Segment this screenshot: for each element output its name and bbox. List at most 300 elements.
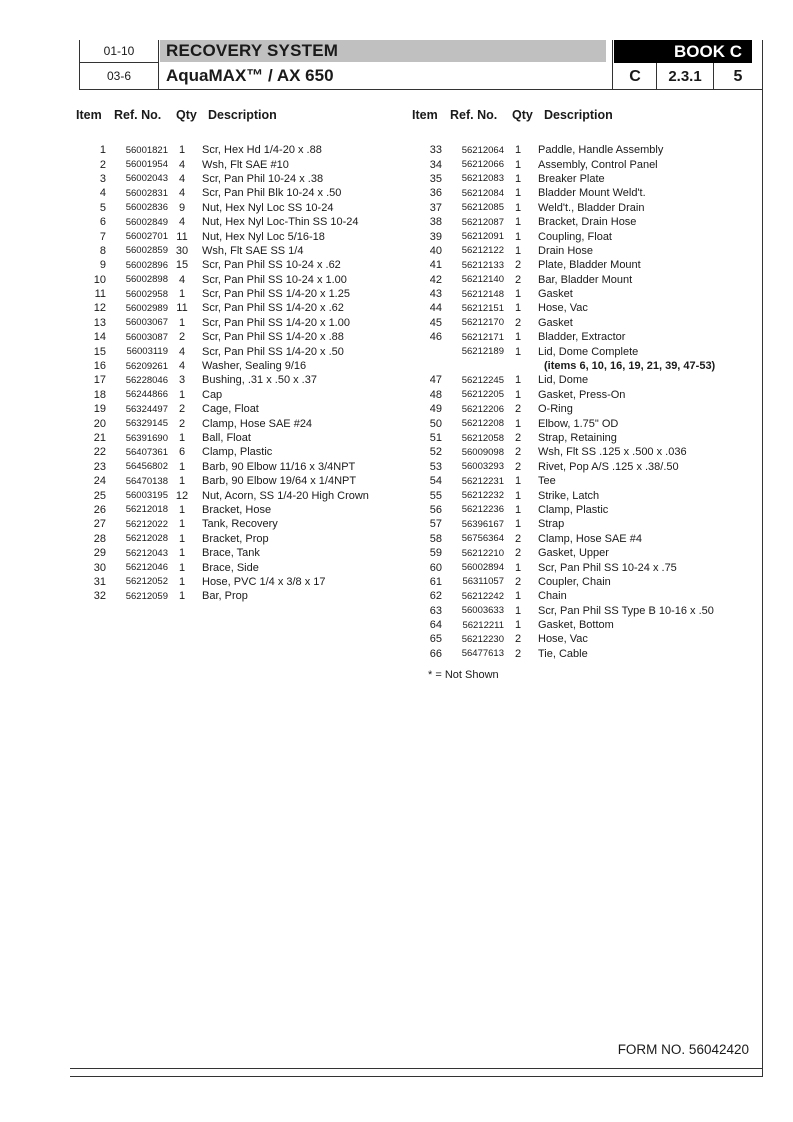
table-row: [412, 215, 715, 229]
table-header: [76, 106, 369, 124]
item-number: 25: [93, 489, 106, 502]
ref-number: 56407361: [125, 446, 168, 458]
ref-number: 56212022: [125, 518, 168, 530]
quantity: 1: [514, 590, 522, 603]
description: Tie, Cable: [538, 647, 588, 660]
description: Bracket, Prop: [202, 532, 269, 545]
table-row: [76, 287, 369, 301]
quantity: 11: [176, 230, 188, 243]
description: Bar, Prop: [202, 590, 248, 603]
description: Gasket, Bottom: [538, 619, 614, 632]
description: Elbow, 1.75" OD: [538, 417, 619, 430]
item-number: 22: [93, 446, 106, 459]
table-row: [76, 416, 369, 430]
ref-number: 56212236: [461, 504, 504, 516]
parts-table-left: [76, 106, 369, 604]
description: Nut, Hex Nyl Loc 5/16-18: [202, 230, 325, 243]
item-number: 3: [99, 172, 106, 185]
item-number: 2: [99, 158, 106, 171]
table-row: [412, 273, 715, 287]
item-number: 11: [94, 288, 106, 301]
page-number: 5: [733, 67, 743, 85]
table-row: [76, 460, 369, 474]
description: Cap: [202, 388, 223, 401]
description: Lid, Dome Complete: [538, 345, 639, 358]
table-row: [412, 229, 715, 243]
quantity: 2: [514, 633, 522, 646]
description: Strap: [538, 518, 565, 531]
column-header-description: Description: [208, 108, 277, 122]
item-number: 52: [429, 446, 442, 459]
item-number: 42: [429, 273, 442, 286]
description: Strike, Latch: [538, 489, 600, 502]
table-row: [76, 431, 369, 445]
table-row: [412, 157, 715, 171]
ref-number: 56212148: [461, 288, 504, 300]
description: Clamp, Hose SAE #4: [538, 532, 642, 545]
quantity: 1: [514, 244, 522, 257]
description: Gasket, Upper: [538, 547, 609, 560]
description: Paddle, Handle Assembly: [538, 144, 664, 157]
item-number: 24: [93, 475, 106, 488]
ref-number: 56212242: [461, 590, 504, 602]
item-number: 44: [429, 302, 442, 315]
table-row: [412, 546, 715, 560]
form-number: FORM NO. 56042420: [617, 1042, 749, 1057]
ref-number: 56212028: [125, 533, 168, 545]
ref-number: 56391690: [125, 432, 168, 444]
section-number: 2.3.1: [668, 68, 702, 85]
item-number: 58: [429, 532, 442, 545]
item-number: 15: [93, 345, 106, 358]
ref-number: 56002859: [125, 245, 168, 257]
description: Hose, Vac: [538, 633, 588, 646]
ref-number: 56212205: [461, 389, 504, 401]
ref-number: 56003087: [125, 331, 168, 343]
description: Wsh, Flt SAE #10: [202, 158, 289, 171]
quantity: 1: [514, 172, 522, 185]
quantity: 11: [176, 302, 188, 315]
description: Coupling, Float: [538, 230, 612, 243]
description: Assembly, Control Panel: [538, 158, 658, 171]
quantity: 12: [175, 489, 189, 502]
quantity: 2: [178, 331, 186, 344]
description: Barb, 90 Elbow 19/64 x 1/4NPT: [202, 475, 357, 488]
table-row: [412, 503, 715, 517]
item-number: 7: [99, 230, 106, 243]
quantity: 1: [514, 604, 522, 617]
table-row: [76, 402, 369, 416]
table-row: [76, 532, 369, 546]
ref-number: 56212122: [461, 245, 504, 257]
table-row: [412, 632, 715, 646]
ref-number: 56212052: [125, 576, 168, 588]
quantity: 1: [514, 302, 522, 315]
ref-number: 56212091: [461, 231, 504, 243]
table-row: [412, 560, 715, 574]
quantity: 1: [178, 316, 186, 329]
quantity: 4: [178, 345, 186, 358]
item-number: 12: [93, 302, 106, 315]
description: Coupler, Chain: [538, 575, 611, 588]
item-number: 39: [429, 230, 442, 243]
item-number: 38: [429, 216, 442, 229]
table-row: [76, 445, 369, 459]
quantity: 4: [178, 216, 186, 229]
table-row: [76, 186, 369, 200]
description: O-Ring: [538, 403, 573, 416]
quantity: 2: [514, 403, 522, 416]
page-code: 03-6: [106, 69, 132, 83]
header-divider: [158, 40, 159, 90]
description: Drain Hose: [538, 244, 594, 257]
item-number: 55: [429, 489, 442, 502]
ref-number: 56002989: [125, 302, 168, 314]
item-number: 17: [93, 374, 106, 387]
ref-number: 56477613: [461, 648, 504, 660]
item-number: 34: [429, 158, 442, 171]
ref-number: 56002043: [125, 173, 168, 185]
quantity: 4: [178, 158, 186, 171]
quantity: 1: [514, 230, 522, 243]
table-row: [412, 474, 715, 488]
table-row: [412, 344, 715, 358]
table-row: [76, 503, 369, 517]
table-row: [412, 589, 715, 603]
quantity: 1: [178, 561, 186, 574]
ref-number: 56212083: [461, 173, 504, 185]
description: Bushing, .31 x .50 x .37: [202, 374, 317, 387]
quantity: 1: [178, 518, 186, 531]
item-number: 14: [93, 331, 106, 344]
table-row: [412, 532, 715, 546]
table-row: [76, 316, 369, 330]
table-row: [76, 589, 369, 603]
ref-number: 56756364: [461, 533, 504, 545]
ref-number: 56002896: [125, 259, 168, 271]
quantity: 1: [178, 503, 186, 516]
table-row: [76, 215, 369, 229]
quantity: 1: [514, 417, 522, 430]
ref-number: 56212208: [461, 418, 504, 430]
ref-number: 56212084: [461, 187, 504, 199]
table-row: [76, 258, 369, 272]
description: Barb, 90 Elbow 11/16 x 3/4NPT: [202, 460, 356, 473]
table-row: [76, 201, 369, 215]
description: Chain: [538, 590, 567, 603]
description: Scr, Pan Phil SS 10-24 x .75: [538, 561, 677, 574]
quantity: 1: [514, 187, 522, 200]
parts-table-right: [412, 106, 715, 661]
item-number: 1: [99, 144, 106, 157]
ref-number: 56212066: [461, 159, 504, 171]
quantity: 9: [178, 201, 186, 214]
quantity: 1: [178, 532, 186, 545]
footer-rule: [70, 1076, 763, 1077]
description: Clamp, Hose SAE #24: [202, 417, 313, 430]
table-row: [76, 546, 369, 560]
table-row: [412, 647, 715, 661]
table-row: [412, 172, 715, 186]
table-row: [412, 488, 715, 502]
date-code: 01-10: [103, 44, 135, 58]
description: Scr, Pan Phil SS 1/4-20 x 1.00: [202, 316, 350, 329]
ref-number: 56212043: [125, 547, 168, 559]
description: Nut, Hex Nyl Loc-Thin SS 10-24: [202, 216, 359, 229]
description: Hose, Vac: [538, 302, 588, 315]
table-row: [76, 143, 369, 157]
column-header-item: Item: [76, 108, 102, 122]
quantity: 4: [178, 172, 186, 185]
item-number: 60: [429, 561, 442, 574]
ref-number: 56212140: [461, 274, 504, 286]
description: Ball, Float: [202, 432, 251, 444]
quantity: 1: [514, 503, 522, 516]
ref-number: 56003119: [126, 346, 168, 358]
description: Bladder Mount Weld't.: [538, 187, 646, 200]
page-frame-right: [762, 40, 763, 1076]
description: Nut, Hex Nyl Loc SS 10-24: [202, 201, 334, 214]
ref-number: 56212058: [461, 432, 504, 444]
quantity: 1: [514, 158, 522, 171]
quantity: 4: [178, 360, 186, 373]
ref-number: 56212133: [461, 259, 504, 271]
item-number: 66: [429, 647, 442, 660]
table-row: [412, 517, 715, 531]
ref-number: 56212151: [461, 302, 504, 314]
item-number: 48: [429, 388, 442, 401]
ref-number: 56002701: [125, 231, 168, 243]
description: Bladder, Extractor: [538, 331, 626, 344]
column-header-qty: Qty: [512, 108, 533, 122]
quantity: 4: [178, 273, 186, 286]
item-number: 40: [429, 244, 442, 257]
item-number: 26: [93, 503, 106, 516]
quantity: 1: [514, 619, 522, 632]
quantity: 1: [178, 388, 186, 401]
item-number: 19: [93, 403, 106, 416]
table-row: [76, 157, 369, 171]
ref-number: 56003067: [125, 317, 168, 329]
description: Scr, Pan Phil SS 10-24 x 1.00: [202, 273, 347, 286]
table-row: [76, 172, 369, 186]
item-number: 41: [429, 259, 442, 272]
item-number: 64: [429, 619, 442, 632]
ref-number: 56001954: [125, 159, 168, 171]
table-row: [412, 301, 715, 315]
ref-number: 56228046: [125, 374, 168, 386]
ref-number: 56212189: [461, 346, 504, 358]
table-row: [412, 258, 715, 272]
ref-number: 56212170: [461, 317, 504, 329]
item-number: 21: [93, 432, 106, 444]
description: Tee: [538, 475, 556, 488]
description: Breaker Plate: [538, 172, 605, 185]
ref-number: 56212206: [461, 403, 504, 415]
item-number: 53: [429, 460, 442, 473]
item-number: 16: [93, 360, 106, 373]
item-number: 62: [429, 590, 442, 603]
item-number: 47: [429, 374, 442, 387]
quantity: 2: [514, 532, 522, 545]
quantity: 1: [178, 460, 186, 473]
ref-number: 56212211: [462, 619, 504, 631]
description: Scr, Pan Phil SS 1/4-20 x .50: [202, 345, 344, 358]
table-row: [76, 344, 369, 358]
ref-number: 56212210: [461, 547, 504, 559]
ref-number: 56212064: [461, 144, 504, 156]
quantity: 2: [514, 446, 522, 459]
ref-number: 56209261: [125, 360, 168, 372]
column-header-ref: Ref. No.: [450, 108, 498, 122]
description: Rivet, Pop A/S .125 x .38/.50: [538, 460, 679, 473]
quantity: 4: [178, 187, 186, 200]
description: Tank, Recovery: [202, 518, 278, 531]
quantity: 2: [514, 273, 522, 286]
description: Bracket, Drain Hose: [538, 216, 637, 229]
ref-number: 56002836: [125, 202, 168, 214]
ref-number: 56212087: [461, 216, 504, 228]
header-bottom-rule: [79, 89, 763, 90]
header-divider: [612, 40, 613, 90]
item-number: 51: [429, 432, 442, 444]
table-row: [76, 273, 369, 287]
description: Brace, Tank: [202, 547, 260, 560]
quantity: 2: [514, 316, 522, 329]
ref-number: 56212232: [461, 490, 504, 502]
table-row: [412, 388, 715, 402]
quantity: 1: [514, 518, 522, 531]
description: Lid, Dome: [538, 374, 589, 387]
quantity: 2: [514, 547, 522, 560]
description: Scr, Pan Phil 10-24 x .38: [202, 172, 324, 185]
item-number: 9: [99, 259, 106, 272]
quantity: 1: [514, 216, 522, 229]
quantity: 1: [514, 331, 522, 344]
parts-list: [76, 143, 369, 604]
table-row: [412, 143, 715, 157]
item-number: 20: [93, 417, 106, 430]
ref-number: 56212231: [461, 475, 504, 487]
column-header-ref: Ref. No.: [114, 108, 162, 122]
item-number: 50: [429, 417, 442, 430]
quantity: 1: [514, 561, 522, 574]
quantity: 2: [514, 575, 522, 588]
description: (items 6, 10, 16, 19, 21, 39, 47-53): [544, 360, 716, 373]
ref-number: 56329145: [125, 418, 168, 430]
ref-number: 56212171: [461, 331, 504, 343]
table-row: [412, 186, 715, 200]
ref-number: 56002831: [125, 187, 168, 199]
ref-number: 56212046: [125, 562, 168, 574]
model-name: AquaMAX™ / AX 650: [166, 66, 334, 85]
quantity: 1: [514, 288, 522, 301]
quantity: 1: [178, 575, 186, 588]
item-number: 23: [93, 460, 106, 473]
table-row: [76, 575, 369, 589]
ref-number: 56002958: [125, 288, 168, 300]
ref-number: 56003633: [461, 605, 504, 617]
table-row: [412, 244, 715, 258]
ref-number: 56396167: [461, 518, 504, 530]
description: Hose, PVC 1/4 x 3/8 x 17: [202, 575, 326, 588]
description: Bar, Bladder Mount: [538, 273, 633, 286]
table-row: [412, 431, 715, 445]
quantity: 1: [178, 475, 186, 488]
description: Scr, Pan Phil SS Type B 10-16 x .50: [538, 604, 714, 617]
ref-number: 56212230: [461, 633, 504, 645]
item-number: 4: [99, 187, 106, 200]
ref-number: 56456802: [125, 461, 168, 473]
ref-number: 56470138: [125, 475, 168, 487]
table-row: [412, 575, 715, 589]
not-shown-note: * = Not Shown: [428, 669, 499, 681]
footer-rule: [70, 1068, 763, 1069]
quantity: 2: [514, 647, 522, 660]
item-number: 37: [429, 201, 442, 214]
item-number: 27: [93, 518, 106, 531]
item-number: 63: [429, 604, 442, 617]
table-row: [412, 287, 715, 301]
item-number: 8: [99, 244, 106, 257]
item-number: 45: [429, 316, 442, 329]
description: Weld't., Bladder Drain: [538, 201, 645, 214]
table-row: [412, 416, 715, 430]
item-number: 13: [93, 316, 106, 329]
table-row: [76, 488, 369, 502]
description: Scr, Hex Hd 1/4-20 x .88: [202, 144, 322, 157]
description: Scr, Pan Phil SS 1/4-20 x .88: [202, 331, 344, 344]
description: Washer, Sealing 9/16: [202, 360, 307, 373]
column-header-item: Item: [412, 108, 438, 122]
description: Scr, Pan Phil SS 10-24 x .62: [202, 259, 341, 272]
table-row: [412, 201, 715, 215]
quantity: 1: [514, 388, 522, 401]
description: Cage, Float: [202, 403, 259, 416]
table-header: [412, 106, 715, 124]
item-number: 35: [429, 172, 442, 185]
item-number: 36: [429, 187, 442, 200]
quantity: 3: [178, 374, 186, 387]
quantity: 1: [514, 489, 522, 502]
item-number: 32: [93, 590, 106, 603]
description: Gasket, Press-On: [538, 388, 626, 401]
description: Clamp, Plastic: [202, 446, 273, 459]
item-number: 46: [429, 331, 442, 344]
quantity: 2: [178, 417, 186, 430]
description: Strap, Retaining: [538, 432, 617, 444]
item-number: 56: [429, 503, 442, 516]
quantity: 2: [514, 432, 522, 444]
table-row: [76, 373, 369, 387]
item-number: 59: [429, 547, 442, 560]
description: Scr, Pan Phil SS 1/4-20 x 1.25: [202, 288, 350, 301]
table-row: [412, 373, 715, 387]
quantity: 30: [175, 244, 189, 257]
table-row: [412, 618, 715, 632]
item-number: 57: [429, 518, 442, 531]
quantity: 1: [178, 144, 186, 157]
book-letter: C: [629, 67, 641, 85]
description: Bracket, Hose: [202, 503, 272, 516]
description: Gasket: [538, 316, 573, 329]
description: Scr, Pan Phil Blk 10-24 x .50: [202, 187, 342, 200]
quantity: 1: [514, 345, 522, 358]
column-header-description: Description: [544, 108, 613, 122]
description: Scr, Pan Phil SS 1/4-20 x .62: [202, 302, 344, 315]
item-number: 43: [429, 288, 442, 301]
table-row: [76, 388, 369, 402]
